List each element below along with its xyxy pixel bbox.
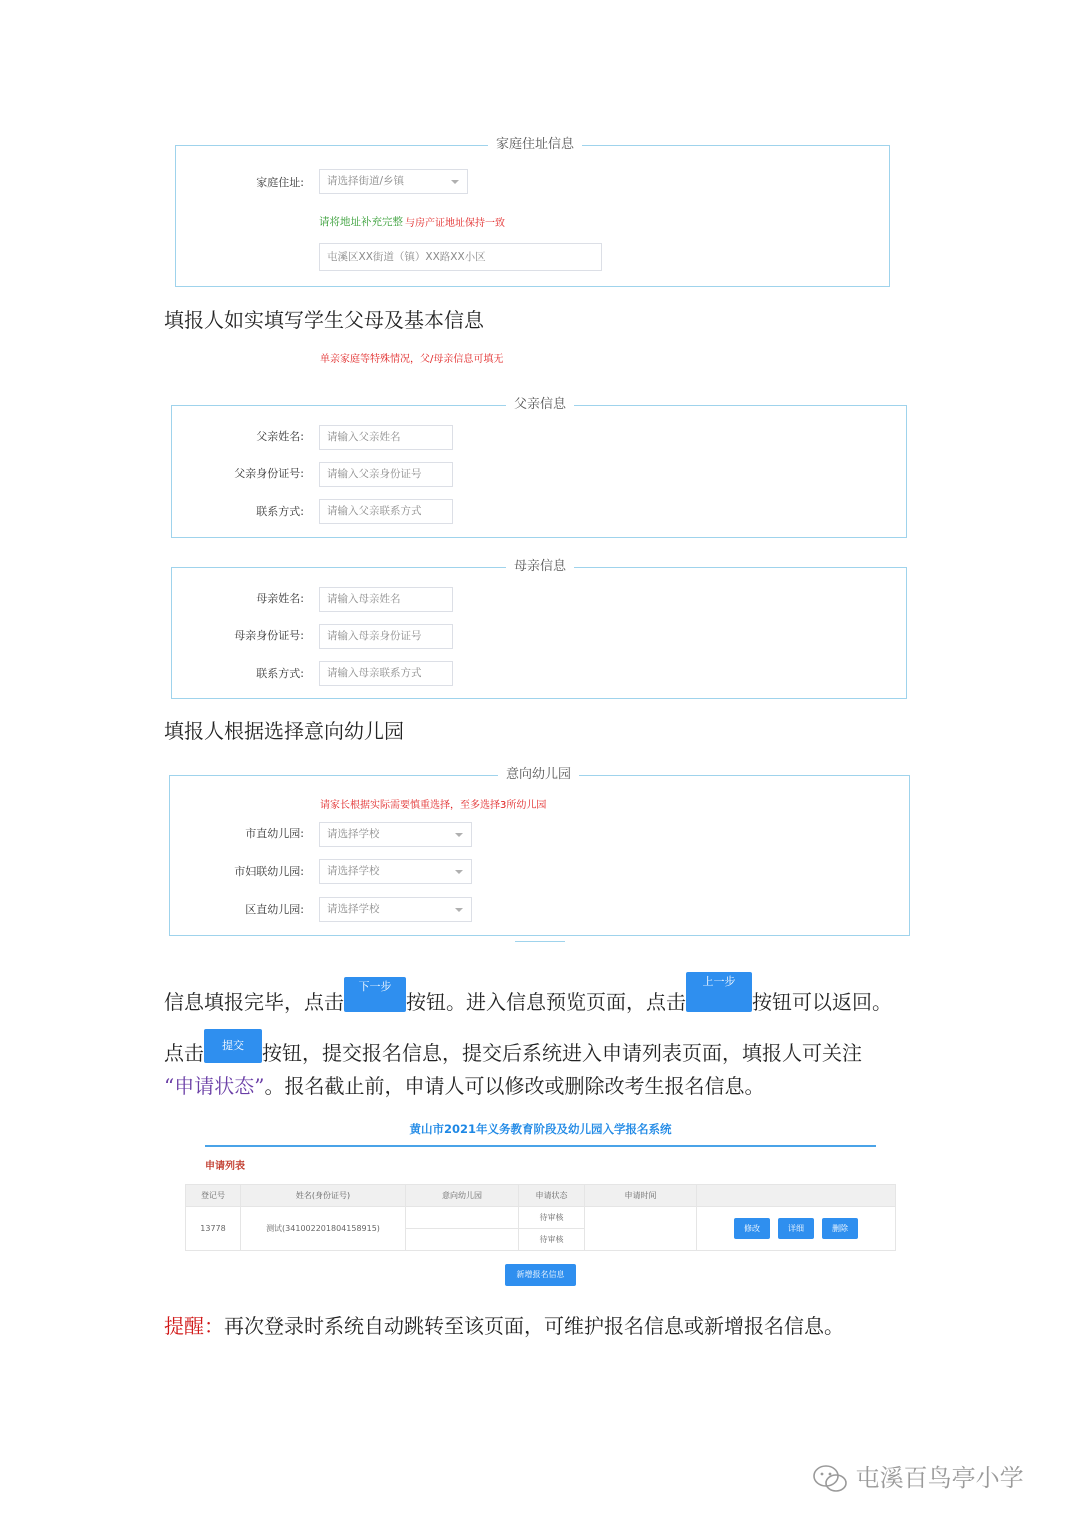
father-contact-label: 联系方式: <box>256 505 304 518</box>
app-title: 黄山市2021年义务教育阶段及幼儿园入学报名系统 <box>409 1122 672 1136</box>
table-row <box>186 1207 896 1229</box>
father-id-input[interactable]: 请输入父亲身份证号 <box>319 462 453 487</box>
edit-button[interactable]: 修改 <box>734 1218 770 1239</box>
mother-contact-input[interactable]: 请输入母亲联系方式 <box>319 661 453 686</box>
application-table <box>185 1184 896 1251</box>
wechat-watermark <box>812 1458 1024 1494</box>
paragraph-buttons <box>164 972 892 1016</box>
cell-kinder-1 <box>406 1207 519 1229</box>
col-time: 申请时间 <box>585 1185 697 1207</box>
father-legend: 父亲信息 <box>506 396 574 414</box>
cell-status-2: 待审核 <box>519 1229 585 1251</box>
reminder-label: 提醒： <box>164 1314 224 1338</box>
next-step-button[interactable]: 下一步 <box>344 977 406 1012</box>
detail-button[interactable]: 详细 <box>778 1218 814 1239</box>
paragraph-parents: 填报人如实填写学生父母及基本信息 <box>164 308 484 332</box>
app-subtitle: 申请列表 <box>205 1161 245 1172</box>
para3-text-2: 按钮。进入信息预览页面，点击 <box>406 990 686 1014</box>
kinder-note: 请家长根据实际需要慎重选择，至多选择3所幼儿园 <box>320 800 547 811</box>
wechat-icon <box>812 1464 848 1494</box>
women-kinder-label: 市妇联幼儿园: <box>234 865 304 878</box>
father-contact-input[interactable]: 请输入父亲联系方式 <box>319 499 453 524</box>
single-parent-note: 单亲家庭等特殊情况，父/母亲信息可填无 <box>320 354 504 365</box>
address-hint-red: 与房产证地址保持一致 <box>405 218 505 229</box>
mother-name-input[interactable]: 请输入母亲姓名 <box>319 587 453 612</box>
address-hint-green: 请将地址补充完整 <box>319 216 403 228</box>
col-name: 姓名(身份证号) <box>241 1185 406 1207</box>
cell-kinder-2 <box>406 1229 519 1251</box>
paragraph-status <box>164 1072 764 1100</box>
para3-text-1: 信息填报完毕，点击 <box>164 990 344 1014</box>
father-name-label: 父亲姓名: <box>256 430 304 443</box>
app-title-line <box>205 1145 876 1147</box>
watermark-text: 屯溪百鸟亭小学 <box>855 1464 1024 1492</box>
mother-contact-label: 联系方式: <box>256 667 304 680</box>
address-label: 家庭住址: <box>256 176 304 189</box>
cell-time <box>585 1207 697 1251</box>
address-legend: 家庭住址信息 <box>488 136 582 154</box>
reminder-text: 再次登录时系统自动跳转至该页面，可维护报名信息或新增报名信息。 <box>224 1314 844 1338</box>
cell-reg-no: 13778 <box>186 1207 241 1251</box>
mother-legend: 母亲信息 <box>506 558 574 576</box>
father-id-label: 父亲身份证号: <box>234 467 304 480</box>
father-name-input[interactable]: 请输入父亲姓名 <box>319 425 453 450</box>
prev-step-button[interactable]: 上一步 <box>686 972 752 1012</box>
address-detail-input[interactable]: 屯溪区XX街道（镇）XX路XX小区 <box>319 243 602 271</box>
kinder-legend: 意向幼儿园 <box>498 766 579 784</box>
cell-name: 测试(341002201804158915) <box>241 1207 406 1251</box>
para5-text-1: 。报名截止前，申请人可以修改或删除改考生报名信息。 <box>264 1074 765 1098</box>
mother-id-label: 母亲身份证号: <box>234 629 304 642</box>
street-select[interactable]: 请选择街道/乡镇 <box>319 169 468 194</box>
para4-text-1: 点击 <box>164 1041 204 1065</box>
submit-button[interactable]: 提交 <box>204 1029 262 1063</box>
col-actions <box>697 1185 896 1207</box>
mother-name-label: 母亲姓名: <box>256 592 304 605</box>
fieldset-underline <box>515 941 565 942</box>
col-kinder: 意向幼儿园 <box>406 1185 519 1207</box>
delete-button[interactable]: 删除 <box>822 1218 858 1239</box>
mother-id-input[interactable]: 请输入母亲身份证号 <box>319 624 453 649</box>
reminder-paragraph <box>164 1312 844 1340</box>
add-registration-button[interactable]: 新增报名信息 <box>505 1264 576 1286</box>
para4-text-2: 按钮，提交报名信息，提交后系统进入申请列表页面，填报人可关注 <box>262 1041 862 1065</box>
district-kinder-select[interactable]: 请选择学校 <box>319 897 472 922</box>
table-header-row <box>186 1185 896 1207</box>
district-kinder-label: 区直幼儿园: <box>245 903 304 916</box>
para3-text-3: 按钮可以返回。 <box>752 990 892 1014</box>
status-highlight: “申请状态” <box>164 1074 265 1098</box>
paragraph-kindergarten: 填报人根据选择意向幼儿园 <box>164 719 404 743</box>
col-status: 申请状态 <box>519 1185 585 1207</box>
paragraph-submit <box>164 1029 862 1067</box>
women-kinder-select[interactable]: 请选择学校 <box>319 859 472 884</box>
cell-actions <box>697 1207 896 1251</box>
city-kinder-select[interactable]: 请选择学校 <box>319 822 472 847</box>
city-kinder-label: 市直幼儿园: <box>245 827 304 840</box>
col-reg-no: 登记号 <box>186 1185 241 1207</box>
cell-status-1: 待审核 <box>519 1207 585 1229</box>
